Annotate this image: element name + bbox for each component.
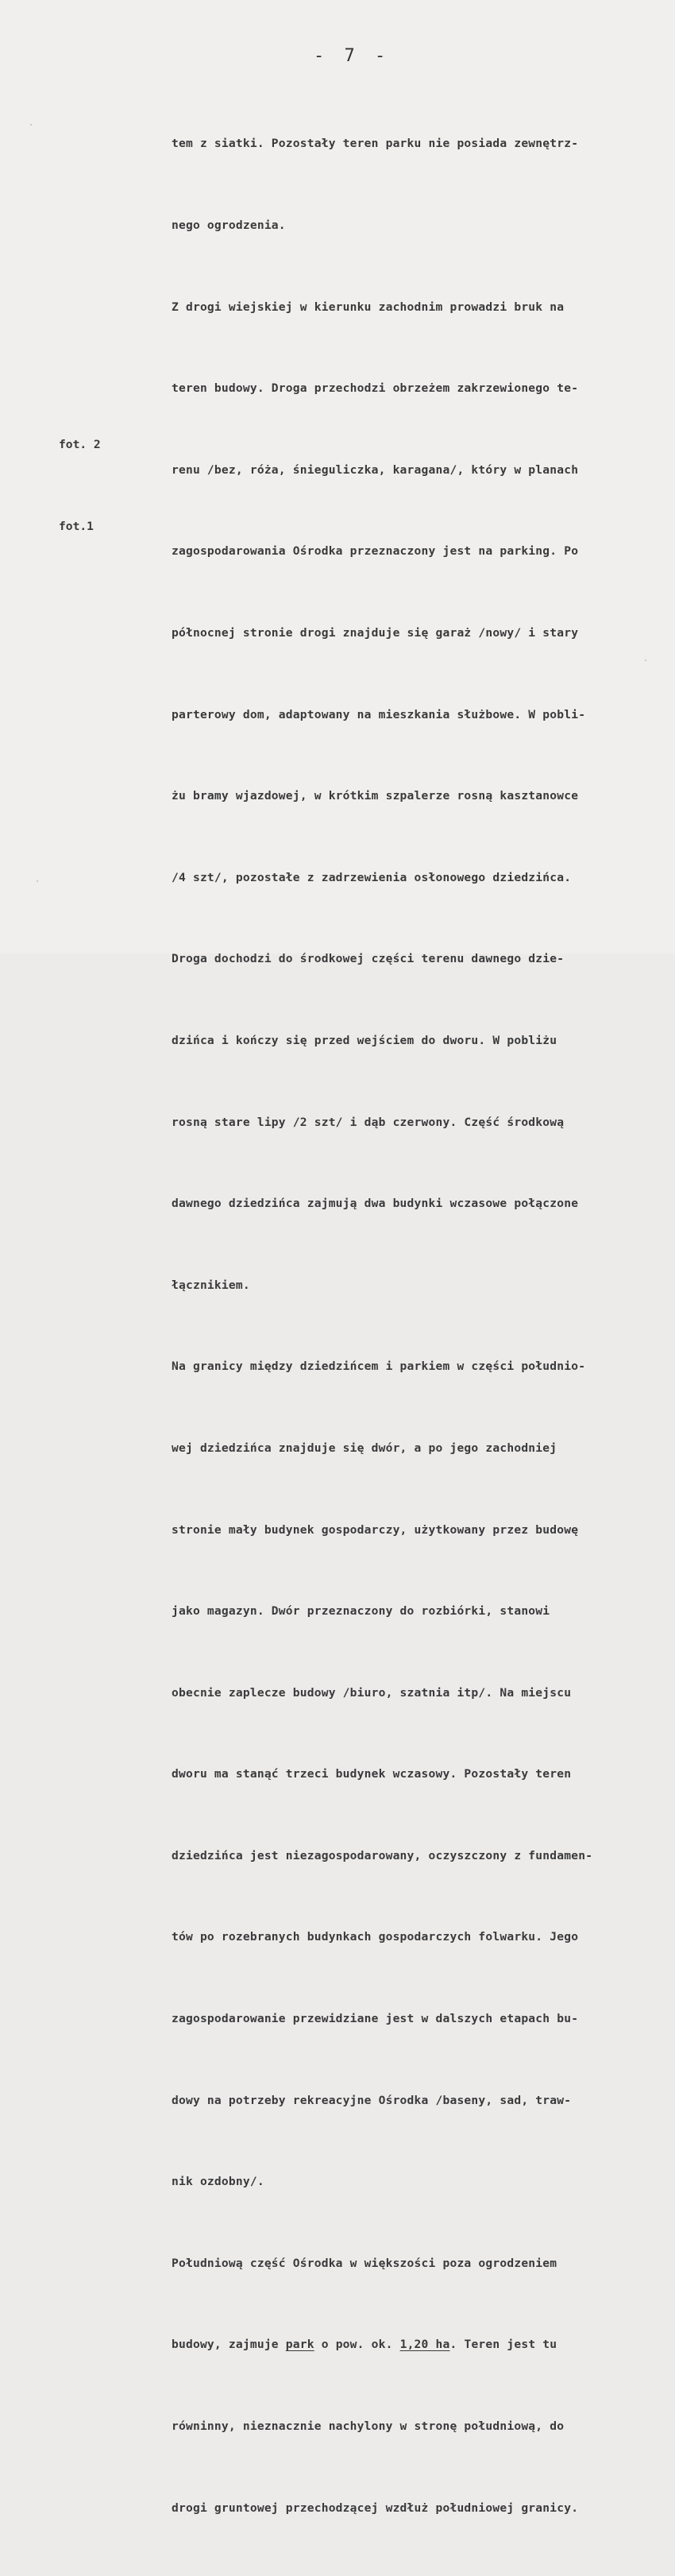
underlined-area-value: 1,20 ha	[399, 2338, 450, 2352]
text-line: zagospodarowania Ośrodka przeznaczony jest na parking. Po	[172, 544, 579, 559]
text-line: żu bramy wjazdowej, w krótkim szpalerze rosną kasztanowce	[172, 789, 579, 803]
text-fragment: . Teren jest tu	[449, 2338, 557, 2352]
text-line: obecnie zaplecze budowy /biuro, szatnia itp/. Na miejscu	[172, 1685, 572, 1700]
text-line: tów po rozebranych budynkach gospodarczych folwarku. Jego	[172, 1930, 579, 1944]
text-line: dziedzińca jest niezagospodarowany, oczyszczony z fundamen-	[172, 1848, 593, 1862]
text-line: rosną stare lipy /2 szt/ i dąb czerwony. Część środkową	[172, 1115, 565, 1129]
text-line: parterowy dom, adaptowany na mieszkania służbowe. W pobli-	[172, 707, 586, 721]
margin-note-fot-2: fot. 2	[59, 438, 101, 451]
typewritten-body-text	[172, 76, 656, 2576]
text-fragment: o pow. ok.	[314, 2338, 400, 2352]
text-fragment: budowy, zajmuje	[172, 2338, 286, 2352]
paper-speck	[37, 880, 38, 882]
page-number: - 7 -	[314, 46, 391, 66]
text-line: Droga dochodzi do środkowej części terenu dawnego dzie-	[172, 952, 565, 966]
text-line: łącznikiem.	[172, 1278, 250, 1292]
text-line: wej dziedzińca znajduje się dwór, a po jego zachodniej	[172, 1441, 557, 1455]
text-line: stronie mały budynek gospodarczy, użytkowany przez budowę	[172, 1522, 579, 1537]
text-line: tem z siatki. Pozostały teren parku nie posiada zewnętrz-	[172, 137, 579, 151]
text-line: nik ozdobny/.	[172, 2175, 264, 2189]
text-line: jako magazyn. Dwór przeznaczony do rozbiórki, stanowi	[172, 1604, 550, 1619]
text-line: drogi gruntowej przechodzącej wzdłuż południowej granicy.	[172, 2501, 579, 2515]
text-line: Z drogi wiejskiej w kierunku zachodnim prowadzi bruk na	[172, 300, 565, 314]
text-line: teren budowy. Droga przechodzi obrzeżem zakrzewionego te-	[172, 381, 579, 396]
text-line: nego ogrodzenia.	[172, 219, 286, 232]
text-line: renu /bez, róża, śnieguliczka, karagana/, który w planach	[172, 462, 579, 477]
text-line: Południową część Ośrodka w większości poza ogrodzeniem	[172, 2256, 557, 2270]
text-line-with-underlines	[172, 2331, 656, 2358]
text-line: dzińca i kończy się przed wejściem do dworu. W pobliżu	[172, 1033, 557, 1047]
paper-speck	[645, 659, 646, 661]
margin-note-fot-1: fot.1	[59, 520, 94, 533]
text-line: zagospodarowanie przewidziane jest w dalszych etapach bu-	[172, 2012, 579, 2026]
text-line: północnej stronie drogi znajduje się garaż /nowy/ i stary	[172, 625, 579, 640]
text-line: dowy na potrzeby rekreacyjne Ośrodka /baseny, sad, traw-	[172, 2093, 572, 2107]
underlined-word-park: park	[285, 2338, 314, 2352]
paper-speck	[30, 124, 32, 126]
text-line: Na granicy między dziedzińcem i parkiem w części południo-	[172, 1360, 586, 1374]
text-line: dworu ma stanąć trzeci budynek wczasowy. Pozostały teren	[172, 1767, 572, 1781]
text-line: /4 szt/, pozostałe z zadrzewienia osłonowego dziedzińca.	[172, 870, 572, 884]
text-line: dawnego dziedzińca zajmują dwa budynki wczasowe połączone	[172, 1197, 579, 1211]
text-line: równinny, nieznacznie nachylony w stronę południową, do	[172, 2419, 565, 2434]
